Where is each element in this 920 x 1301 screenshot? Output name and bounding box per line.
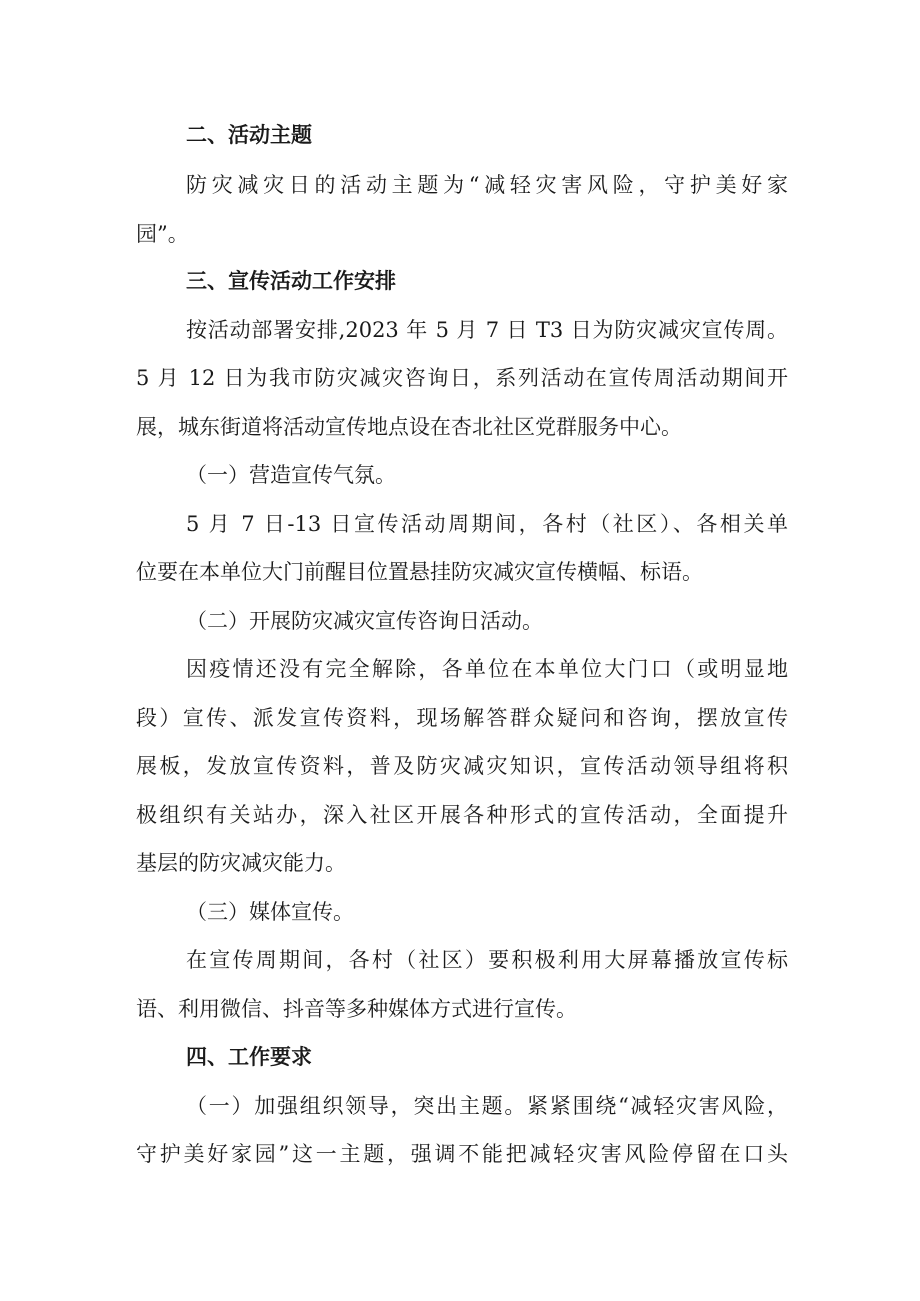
section-heading-arrangement: 三、宣传活动工作安排 [186, 269, 396, 293]
paragraph-line: 位要在本单位大门前醒目位置悬挂防灾减灾宣传横幅、标语。 [136, 560, 703, 584]
paragraph-line: 守护美好家园”这一主题，强调不能把减轻灾害风险停留在口头 [136, 1142, 788, 1166]
paragraph-line: 因疫情还没有完全解除，各单位在本单位大门口（或明显地 [186, 657, 788, 681]
section-heading-requirements: 四、工作要求 [186, 1045, 312, 1069]
subsection-heading: （一）营造宣传气氛。 [186, 463, 396, 487]
paragraph-line: 语、利用微信、抖音等多种媒体方式进行宣传。 [136, 997, 577, 1021]
paragraph-line: 防灾减灾日的活动主题为“减轻灾害风险，守护美好家 [186, 173, 788, 197]
paragraph-line: 段）宣传、派发宣传资料，现场解答群众疑问和咨询，摆放宣传 [136, 706, 788, 730]
paragraph-line: 展，城东街道将活动宣传地点设在杏北社区党群服务中心。 [136, 415, 682, 439]
paragraph-line: 展板，发放宣传资料，普及防灾减灾知识，宣传活动领导组将积 [136, 754, 788, 778]
paragraph-line: 在宣传周期间，各村（社区）要积极利用大屏幕播放宣传标 [186, 948, 788, 972]
paragraph-line: 5 月 7 日-13 日宣传活动周期间，各村（社区）、各相关单 [186, 512, 788, 536]
subsection-heading: （二）开展防灾减灾宣传咨询日活动。 [186, 609, 543, 633]
section-heading-theme: 二、活动主题 [186, 123, 312, 147]
paragraph-line: 5 月 12 日为我市防灾减灾咨询日，系列活动在宣传周活动期间开 [136, 366, 788, 390]
paragraph-line: 园”。 [136, 222, 189, 246]
paragraph-line: （一）加强组织领导，突出主题。紧紧围绕“减轻灾害风险， [186, 1094, 788, 1118]
paragraph-line: 极组织有关站办，深入社区开展各种形式的宣传活动，全面提升 [136, 803, 788, 827]
paragraph-line: 按活动部署安排,2023 年 5 月 7 日 T3 日为防灾减灾宣传周。 [186, 318, 788, 342]
subsection-heading: （三）媒体宣传。 [186, 900, 354, 924]
paragraph-line: 基层的防灾减灾能力。 [136, 851, 346, 875]
